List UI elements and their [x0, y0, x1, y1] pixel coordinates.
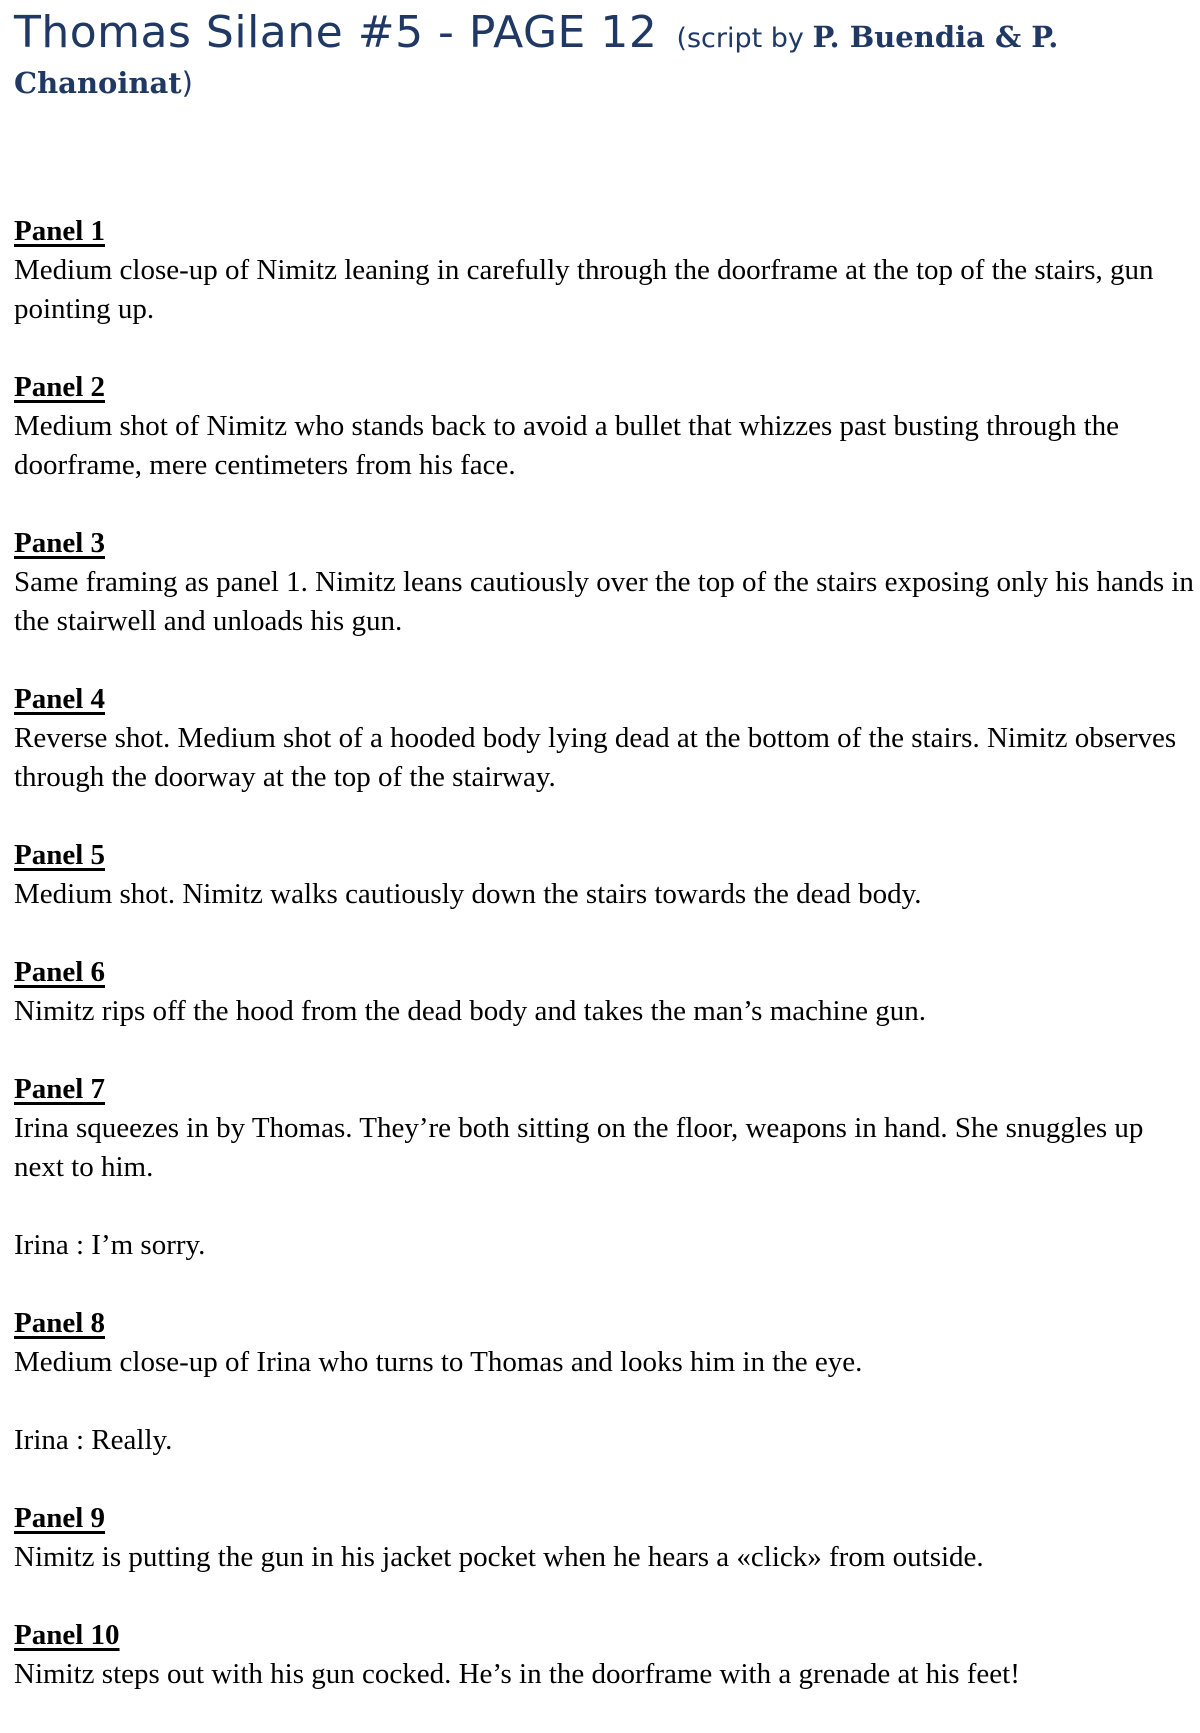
panel-heading: Panel 8	[14, 1307, 106, 1339]
panel-1	[14, 212, 1194, 329]
panel-heading: Panel 3	[14, 527, 106, 559]
panel-description: Nimitz is putting the gun in his jacket pocket when he hears a «click» from outside.	[14, 1541, 984, 1573]
panel-5	[14, 836, 1194, 914]
authors-line1: P. Buendia & P.	[812, 20, 1059, 54]
panel-9	[14, 1499, 1194, 1577]
panel-dialogue: Irina : I’m sorry.	[14, 1229, 206, 1261]
panel-heading: Panel 4	[14, 683, 106, 715]
panel-description: Same framing as panel 1. Nimitz leans cautiously over the top of the stairs exposing only his hands in the stairwell and unloads his gun.	[14, 566, 1194, 637]
panel-description: Nimitz steps out with his gun cocked. He’s in the doorframe with a grenade at his feet!	[14, 1658, 1020, 1690]
panel-description: Medium close-up of Irina who turns to Thomas and looks him in the eye.	[14, 1346, 863, 1378]
panel-4	[14, 680, 1194, 797]
panel-6	[14, 953, 1194, 1031]
panel-description: Irina squeezes in by Thomas. They’re both sitting on the floor, weapons in hand. She snuggles up next to him.	[14, 1112, 1144, 1183]
panel-heading: Panel 1	[14, 215, 106, 247]
panel-3	[14, 524, 1194, 641]
authors-line2: Chanoinat	[14, 66, 182, 100]
panel-description: Reverse shot. Medium shot of a hooded body lying dead at the bottom of the stairs. Nimitz observes through the doorway at the top of the stairway.	[14, 722, 1177, 793]
panel-10	[14, 1616, 1194, 1694]
panel-heading: Panel 7	[14, 1073, 106, 1105]
panel-8	[14, 1304, 1194, 1460]
panel-heading: Panel 5	[14, 839, 106, 871]
panel-heading: Panel 9	[14, 1502, 106, 1534]
panel-heading: Panel 6	[14, 956, 106, 988]
panel-heading: Panel 10	[14, 1619, 120, 1651]
panel-description: Medium shot. Nimitz walks cautiously down the stairs towards the dead body.	[14, 878, 922, 910]
panel-heading: Panel 2	[14, 371, 106, 403]
panel-description: Medium shot of Nimitz who stands back to avoid a bullet that whizzes past busting through the doorframe, mere centimeters from his face.	[14, 410, 1120, 481]
panel-list	[14, 212, 1194, 1733]
panel-7	[14, 1070, 1194, 1265]
panel-2	[14, 368, 1194, 485]
panel-dialogue: Irina : Really.	[14, 1424, 173, 1456]
panel-description: Medium close-up of Nimitz leaning in carefully through the doorframe at the top of the stairs, gun pointing up.	[14, 254, 1154, 325]
title-line2	[14, 64, 1194, 102]
title-main: Thomas Silane #5 - PAGE 12	[14, 7, 658, 58]
script-prefix: (script by	[676, 23, 813, 54]
page-title	[14, 2, 1194, 102]
close-paren: )	[181, 66, 193, 100]
panel-description: Nimitz rips off the hood from the dead body and takes the man’s machine gun.	[14, 995, 926, 1027]
script-credit	[676, 20, 1059, 54]
